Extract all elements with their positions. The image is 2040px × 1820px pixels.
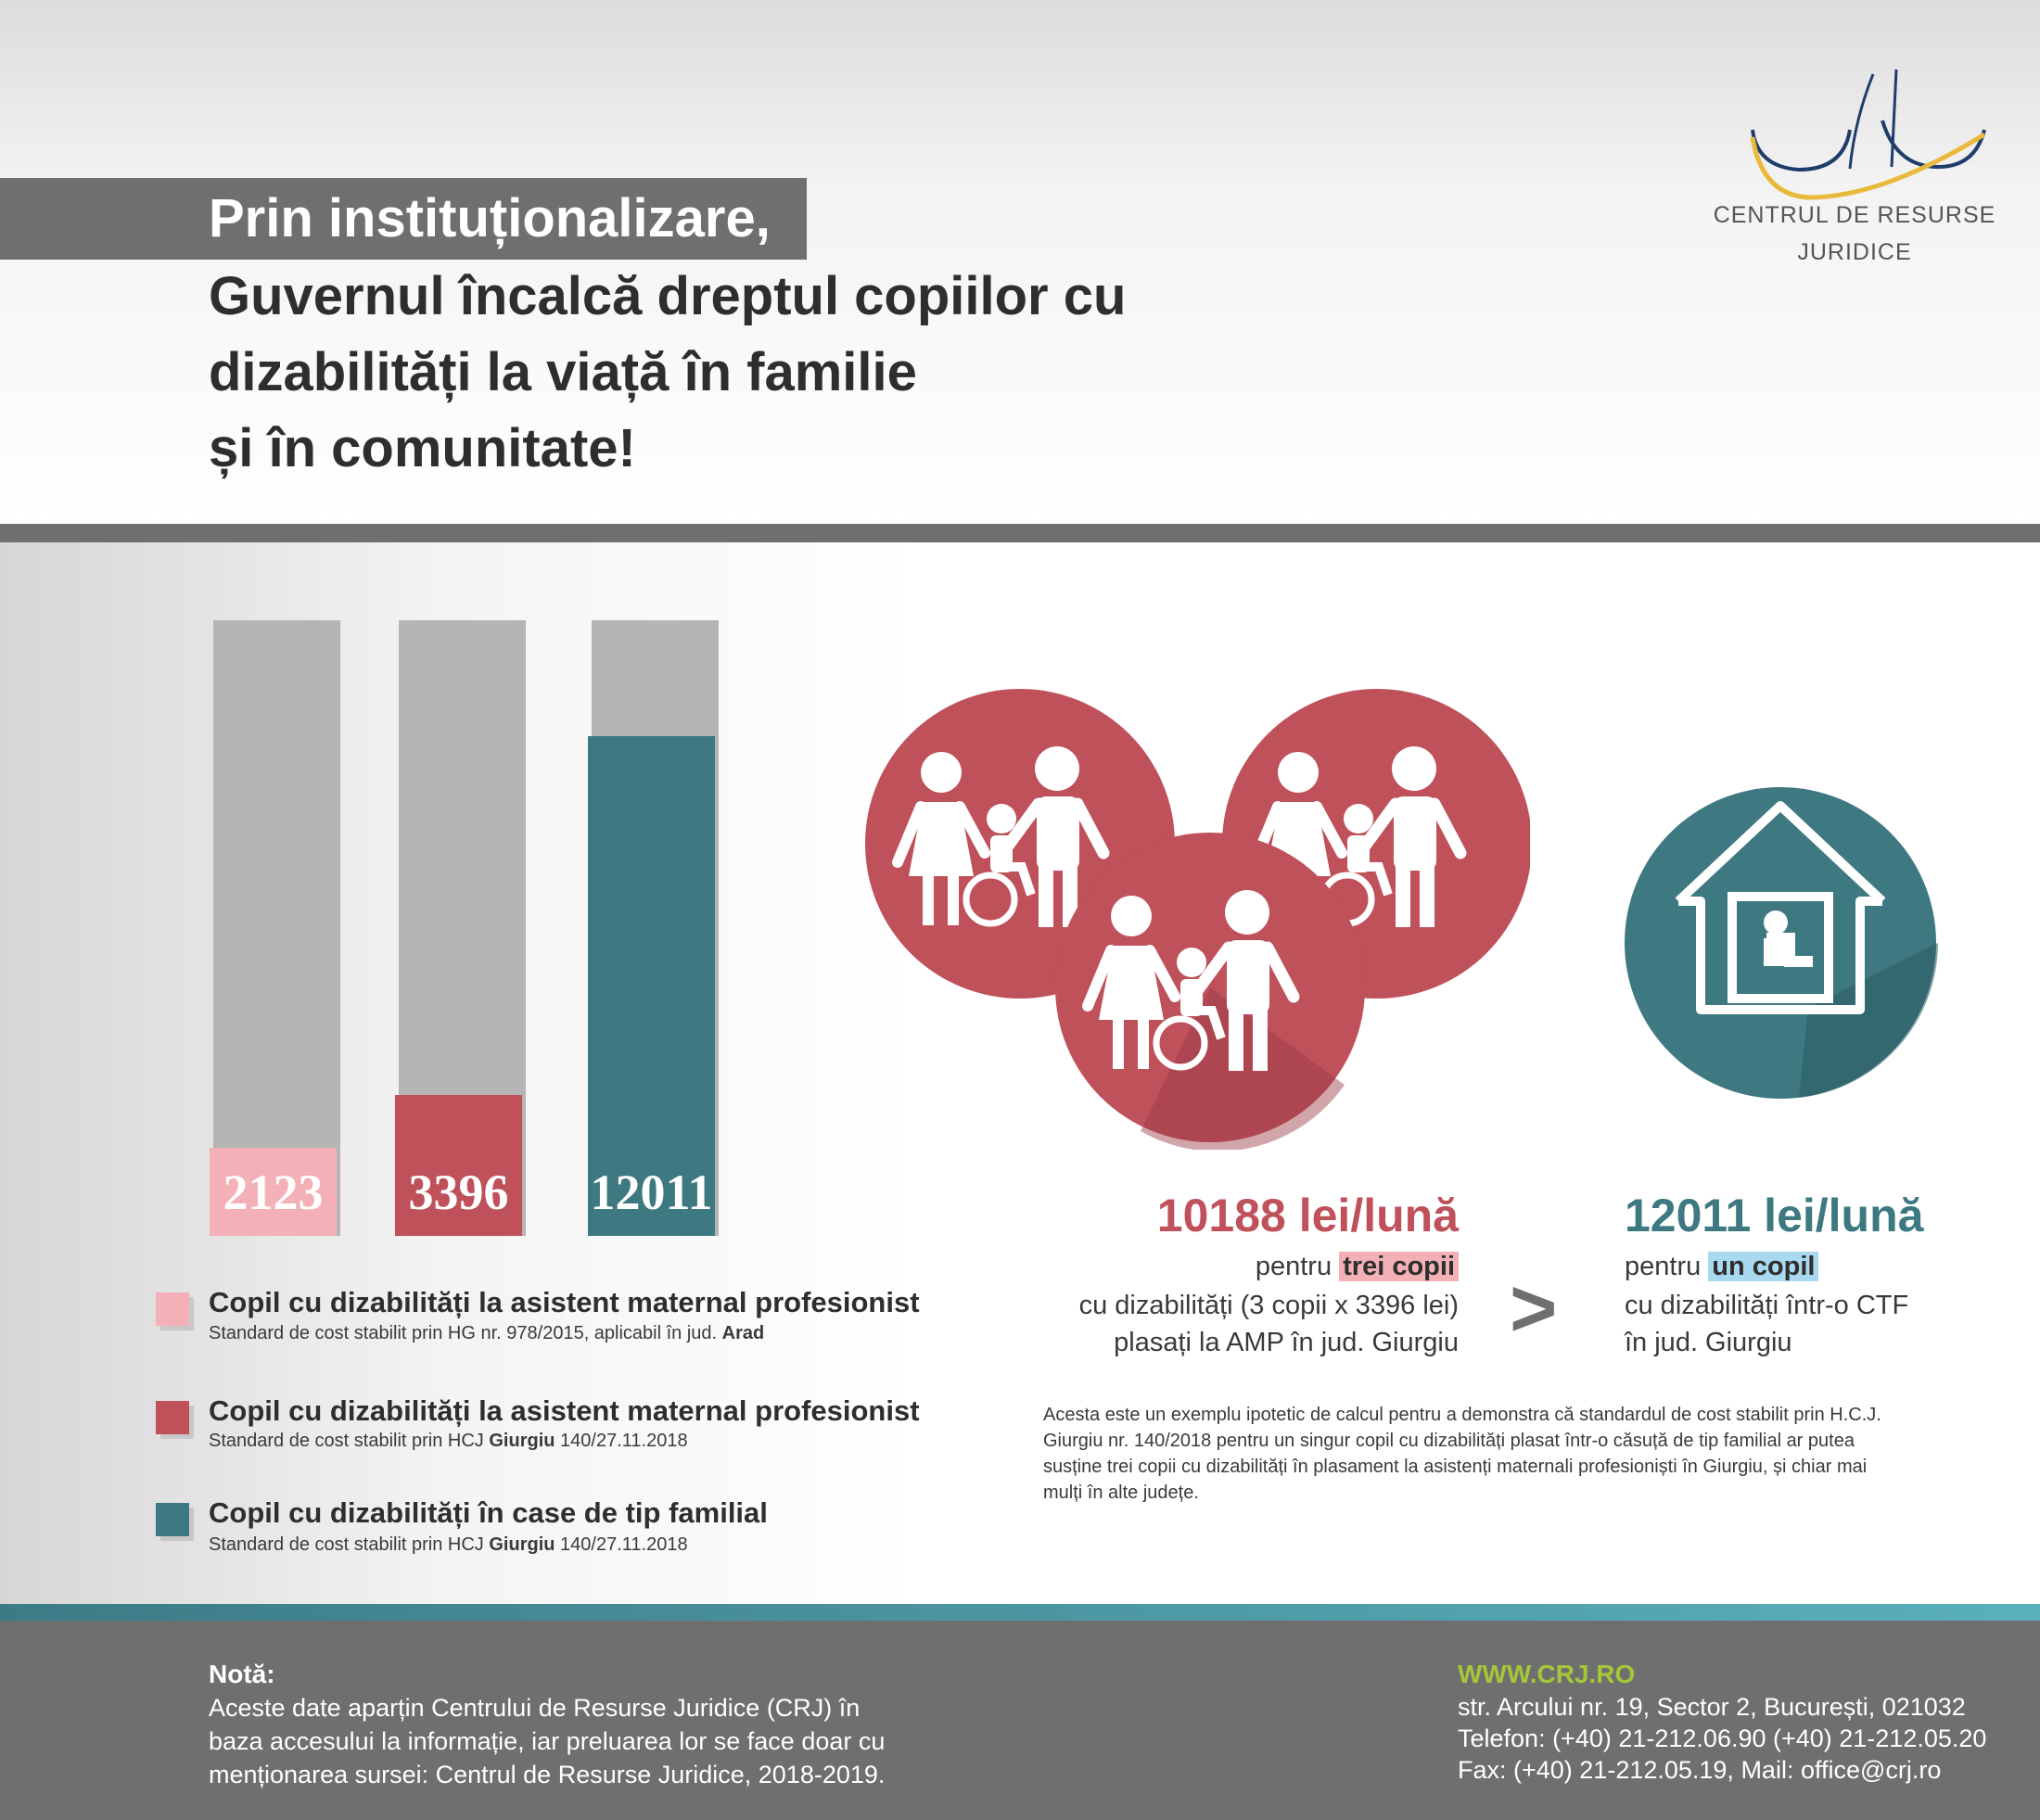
- hypothetical-note: Acesta este un exemplu ipotetic de calcul pentru a demonstra că standardul de cost stabilit prin H.C.J. Giurgiu nr. 140/2018 pentru un singur copil cu dizabilități plasat într-o căsuță de tip familial ar putea susține trei copii cu dizabilități în plasament la asistenți maternali profesioniști în Giurgiu, și chiar mai mulți în alte județe.: [1043, 1405, 1881, 1503]
- right-desc-line-2: cu dizabilități într-o CTF: [1625, 1291, 1909, 1320]
- house-illustration: [1623, 785, 1938, 1101]
- legend-sub-1: Standard de cost stabilit prin HG nr. 978/2015, aplicabil în jud. Arad: [209, 1323, 765, 1343]
- left-desc-line-1: pentru trei copii: [1256, 1248, 1459, 1285]
- page-title-line-4: și în comunitate!: [209, 418, 636, 478]
- amount-one-child: 12011 lei/lună: [1625, 1190, 1924, 1241]
- website-link[interactable]: WWW.CRJ.RO: [1458, 1660, 1636, 1688]
- legend-sub-2: Standard de cost stabilit prin HCJ Giurgiu 140/27.11.2018: [209, 1431, 688, 1451]
- bar-label-1: 2123: [223, 1165, 324, 1220]
- footer-phone: Telefon: (+40) 21-212.06.90 (+40) 21-212.05.20: [1458, 1725, 1987, 1752]
- header-divider: [0, 524, 2040, 542]
- page-title-line-2: Guvernul încalcă dreptul copiilor cu: [209, 266, 1127, 326]
- highlight-three-children: trei copii: [1339, 1252, 1459, 1281]
- bar-label-3: 12011: [590, 1165, 713, 1220]
- right-desc-line-3: în jud. Giurgiu: [1625, 1328, 1792, 1357]
- footer-address: str. Arcului nr. 19, Sector 2, București, 021032: [1458, 1693, 1966, 1721]
- legend-swatch-teal: [156, 1503, 189, 1536]
- legend-title-2: Copil cu dizabilități la asistent maternal profesionist: [209, 1394, 920, 1427]
- bar-track-1: [213, 620, 340, 1236]
- right-desc-line-1: pentru un copil: [1625, 1248, 1818, 1285]
- greater-than-sign: >: [1510, 1262, 1558, 1354]
- footer-note-heading: Notă:: [209, 1660, 275, 1688]
- footer-accent-strip: [0, 1604, 2040, 1621]
- highlight-one-child: un copil: [1708, 1252, 1818, 1281]
- families-illustration: [862, 686, 1530, 1150]
- legend-title-3: Copil cu dizabilități în case de tip familial: [209, 1496, 768, 1529]
- legend-title-1: Copil cu dizabilități la asistent maternal profesionist: [209, 1286, 920, 1318]
- page-title-line-3: dizabilități la viață în familie: [209, 342, 917, 402]
- left-desc-line-2: cu dizabilități (3 copii x 3396 lei): [1078, 1291, 1459, 1320]
- legend-sub-3: Standard de cost stabilit prin HCJ Giurgiu 140/27.11.2018: [209, 1534, 688, 1555]
- logo-line-1: CENTRUL DE RESURSE: [1713, 202, 1996, 228]
- amount-three-children: 10188 lei/lună: [1156, 1190, 1459, 1241]
- legend-swatch-pink: [156, 1292, 189, 1326]
- footer-note-text: Aceste date aparțin Centrului de Resurse Juridice (CRJ) în baza accesului la informație, iar preluarea lor se face doar cu menționarea sursei: Centrul de Resurse Juridice, 2018-2019.: [209, 1694, 886, 1788]
- footer-fax-mail[interactable]: Fax: (+40) 21-212.05.19, Mail: office@crj.ro: [1458, 1756, 1942, 1784]
- legend-swatch-red: [156, 1401, 189, 1434]
- left-desc-line-3: plasați la AMP în jud. Giurgiu: [1114, 1328, 1459, 1357]
- page-title-line-1: Prin instituționalizare,: [209, 188, 771, 248]
- logo-line-2: JURIDICE: [1797, 239, 1912, 265]
- bar-label-2: 3396: [408, 1165, 509, 1220]
